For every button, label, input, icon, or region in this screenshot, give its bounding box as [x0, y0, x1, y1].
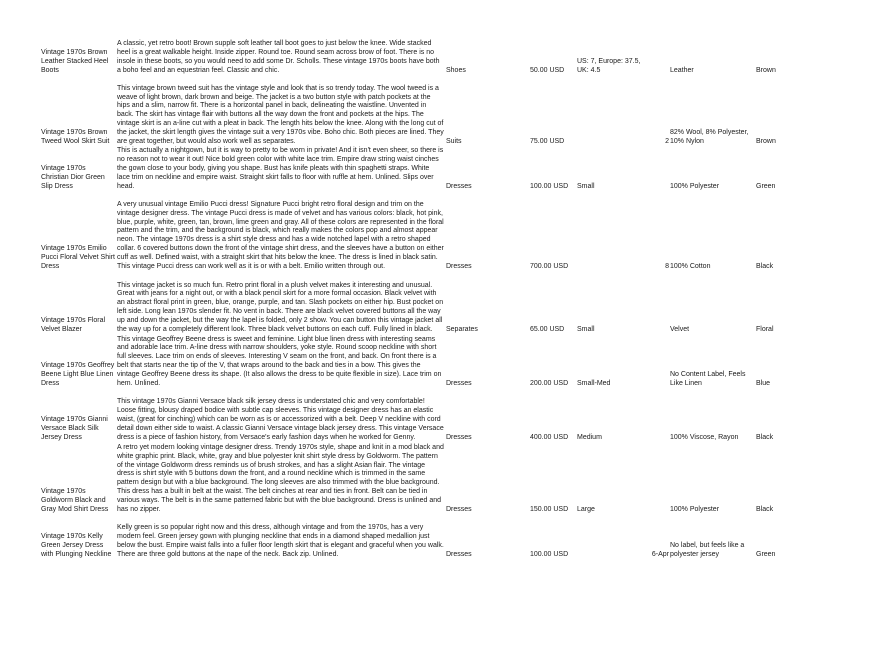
product-size: Small [577, 183, 595, 191]
product-price: 100.00 USD [530, 183, 569, 191]
product-color: Green [756, 183, 776, 191]
product-qty: 2 [665, 138, 669, 146]
product-name: Vintage 1970s Emilio Pucci Floral Velvet Shirt Dress [41, 245, 115, 271]
product-description: A retro yet modern looking vintage designer dress. Trendy 1970s style, shape and knit in a mod black and white graphic print. Black, white, gray and blue polyester knit shirt style dress by Goldworm. The pattern of the vintage Goldworm dress reminds us of brush strokes, and has a slight Asian flair. The vintage dress is shirt style with 5 buttons down the front, and a round neckline which is trimmed in the same pattern design but with a blue background. The long sleeves are also trimmed with the blue background. This dress has a built in belt at the waist. The belt cinches at rear and ties in front. Belt can be tied in various ways. The belt is in the same patterned fabric but with the blue background. Dress is unlined and has no zipper. [117, 443, 444, 514]
product-color: Blue [756, 380, 771, 388]
product-description: This vintage brown tweed suit has the vintage style and look that is so trendy today. The wool tweed is a weave of light brown, dark brown and beige. The jacket is a two button style with patch pockets at the hips and a slim, narrow fit. There is a horizontal panel in back, delineating the waistline. Unvented in back. The skirt has vintage flair with buttons all the way down the front and pockets at the hips. The vintage skirt is an a-line cut with a pleat in back. The length hits below the knee. Along with the long cut of the jacket, the skirt length gives the vintage suit a very 1970s vibe. Boho chic. Both pieces are lined. They are great together, but would also work well as separates. [117, 84, 444, 146]
product-price: 75.00 USD [530, 138, 565, 146]
product-color: Floral [756, 326, 774, 334]
table-row [0, 522, 870, 560]
product-price: 65.00 USD [530, 326, 565, 334]
product-size: US: 7, Europe: 37.5, UK: 4.5 [577, 58, 641, 75]
product-color: Green [756, 551, 776, 559]
product-material: 100% Polyester [670, 506, 720, 514]
product-name: Vintage 1970s Gianni Versace Black Silk Jersey Dress [41, 416, 108, 442]
product-price: 400.00 USD [530, 434, 569, 442]
product-category: Suits [446, 138, 462, 146]
product-material: Leather [670, 67, 694, 75]
product-name: Vintage 1970s Brown Tweed Wool Skirt Suit [41, 129, 110, 146]
product-description: A very unusual vintage Emilio Pucci dress! Signature Pucci bright retro floral design and trim on the vintage designer dress. The vintage Pucci dress is made of velvet and has various colors: black, hot pink, blue, purple, white, green, tan, brown, lime green and gray. All of these colors are represented in the floral pattern and the trim, and the background is black, which really makes the colors pop and almost appear neon. The vintage 1970s dress is a shirt style dress and has a wide notched lapel with a retro shaped collar. 6 covered buttons down the front of the vintage shirt dress, and the sleeves have a button on either cuff as well. Defined waist, with a straight skirt that hits below the knee. The dress is lined in black satin. This vintage Pucci dress can work well as it is or with a belt. Emilio written through out. [117, 200, 444, 271]
product-color: Black [756, 506, 774, 514]
table-row [0, 272, 870, 335]
product-color: Brown [756, 138, 776, 146]
product-category: Dresses [446, 183, 472, 191]
product-category: Separates [446, 326, 478, 334]
product-description: This vintage jacket is so much fun. Retro print floral in a plush velvet makes it interesting and unusual. Great with jeans for a night out, or with a black pencil skirt for a more formal occasion. Black velvet with an abstract floral print in green, blue, orange, purple, and tan. Slash pockets on either hip. Bust pocket on left side. Long lean 1970s slender fit. No vent in back. There are black velvet covered buttons all the way up and down the jacket, but the way the lapel is folded, only 2 show. You can button this vintage jacket all the way up for a completely different look. Three black velvet buttons on each cuff. Fully lined in black. [117, 281, 444, 334]
product-category: Dresses [446, 434, 472, 442]
product-price: 150.00 USD [530, 506, 569, 514]
product-qty: 6-Apr [651, 551, 669, 559]
product-price: 100.00 USD [530, 551, 569, 559]
product-name: Vintage 1970s Goldworm Black and Gray Mod Shirt Dress [41, 488, 109, 514]
product-color: Black [756, 263, 774, 271]
product-material: 82% Wool, 8% Polyester, 10% Nylon [670, 129, 749, 146]
product-category: Dresses [446, 551, 472, 559]
product-size: Medium [577, 434, 602, 442]
product-description: A classic, yet retro boot! Brown supple soft leather tall boot goes to just below the knee. Wide stacked heel is a great walkable height. Inside zipper. Round toe. Round seam across brow of foot. There is no insole in these boots, so you would need to add some Dr. Scholls. These vintage 1970s boots have both a boho feel and an equestrian feel. Classic and chic. [117, 40, 440, 75]
product-name: Vintage 1970s Christian Dior Green Slip Dress [41, 165, 105, 191]
product-color: Black [756, 434, 774, 442]
product-price: 200.00 USD [530, 380, 569, 388]
table-row [0, 443, 870, 515]
product-category: Shoes [446, 67, 466, 75]
product-price: 700.00 USD [530, 263, 569, 271]
table-row [0, 335, 870, 389]
product-name: Vintage 1970s Kelly Green Jersey Dress with Plunging Neckline [41, 533, 112, 559]
table-row [0, 147, 870, 192]
product-name: Vintage 1970s Geoffrey Beene Light Blue Linen Dress [41, 362, 115, 388]
product-material: No Content Label, Feels Like Linen [670, 371, 746, 388]
product-size: Small [577, 326, 595, 334]
product-material: 100% Viscose, Rayon [670, 434, 739, 442]
table-row [0, 389, 870, 443]
product-size: Small-Med [577, 380, 611, 388]
product-name: Vintage 1970s Brown Leather Stacked Heel Boots [41, 49, 109, 75]
product-category: Dresses [446, 380, 472, 388]
product-category: Dresses [446, 506, 472, 514]
product-description: This vintage Geoffrey Beene dress is sweet and feminine. Light blue linen dress with interesting seams and adorable lace trim. A-line dress with narrow shoulders, yoke style. Round scoop neckline with short full sleeves. Lace trim on ends of sleeves. Interesting V seam on the front, and back. On front there is a belt that starts near the tip of the V, that wraps around to the back and ties in a bow. This gives the vintage Geoffrey Beene dress its shape. (It also allows the dress to be quite flexible in size). Lace trim on hem. Unlined. [117, 335, 442, 388]
product-description: This vintage 1970s Gianni Versace black silk jersey dress is understated chic and very comfortable! Loose fitting, blousy draped bodice with subtle cap sleeves. This vintage designer dress has an elastic waist, (great for cinching) which can be worn as is or accessorized with a belt. Deep V neckline with cord detail down either side to waist. A classic Gianni Versace vintage black jersey dress. This vintage Versace dress is a piece of fashion history, from Versace's early fashion days when he worked for Genny. [117, 398, 444, 442]
product-description: This is actually a nightgown, but it is way to pretty to be worn in private! And it isn't even sheer, so there is no reason not to wear it out! Nice bold green color with white lace trim. Empire draw string waist cinches the gown close to your body, giving you shape. Bust has knife pleats with thin spaghetti straps. White lace trim on neckline and empire waist. Straight skirt falls to floor with ruffle at hem. Unlined. Slips over head. [117, 147, 444, 191]
product-material: Velvet [670, 326, 690, 334]
product-name: Vintage 1970s Floral Velvet Blazer [41, 317, 106, 334]
product-material: 100% Polyester [670, 183, 720, 191]
product-qty: 8 [665, 263, 669, 271]
product-description: Kelly green is so popular right now and this dress, although vintage and from the 1970s, has a very modern feel. Green jersey gown with plunging neckline that ends in a diamond shaped medallion just below the bust. Empire waist falls into a fuller floor length skirt that is elegant and graceful when you walk. There are three gold buttons at the nape of the neck. Back zip. Unlined. [117, 524, 444, 559]
table-row [0, 40, 870, 76]
table-row [0, 85, 870, 147]
product-size: Large [577, 506, 595, 514]
product-material: 100% Cotton [670, 263, 711, 271]
product-category: Dresses [446, 263, 472, 271]
table-row [0, 192, 870, 272]
product-price: 50.00 USD [530, 67, 565, 75]
product-material: No label, but feels like a polyester jersey [670, 542, 745, 559]
product-color: Brown [756, 67, 776, 75]
